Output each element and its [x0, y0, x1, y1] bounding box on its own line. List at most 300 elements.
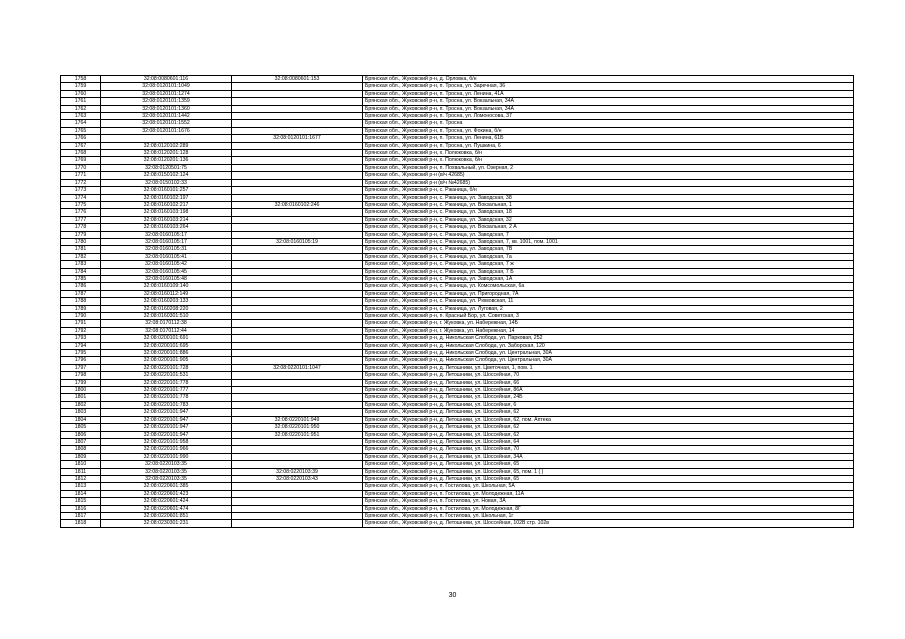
sub-cadastral-number-cell: 32:08:0220103:39: [232, 468, 363, 475]
address-cell: Брянская обл., Жуковский р-н, х. Полюковка, б/н: [363, 150, 854, 157]
row-number-cell: 1811: [61, 468, 101, 475]
row-number-cell: 1796: [61, 357, 101, 364]
sub-cadastral-number-cell: [232, 157, 363, 164]
row-number-cell: 1807: [61, 438, 101, 445]
address-cell: Брянская обл., Жуковский р-н, п. Похвальный, ул. Озерная, 2: [363, 164, 854, 171]
cadastral-number-cell: 32:08:0120101:1359: [101, 98, 232, 105]
table-row: [61, 135, 854, 142]
table-row: [61, 172, 854, 179]
row-number-cell: 1760: [61, 90, 101, 97]
sub-cadastral-number-cell: [232, 313, 363, 320]
row-number-cell: 1780: [61, 238, 101, 245]
row-number-cell: 1775: [61, 201, 101, 208]
cadastral-number-cell: 32:08:0120102:289: [101, 142, 232, 149]
cadastral-number-cell: 32:08:0170112:38: [101, 320, 232, 327]
address-cell: Брянская обл., Жуковский р-н, п. Гостилова, ул. Новая, 3А: [363, 498, 854, 505]
cadastral-number-cell: 32:08:0160105:45: [101, 268, 232, 275]
table-row: [61, 164, 854, 171]
table-row: [61, 320, 854, 327]
table-row: [61, 394, 854, 401]
cadastral-number-cell: 32:08:0220601:424: [101, 498, 232, 505]
address-cell: Брянская обл., Жуковский р-н, с. Ржаница, ул. Пригородная, 7А: [363, 290, 854, 297]
cadastral-number-cell: 32:08:0220101:783: [101, 401, 232, 408]
table-row: [61, 298, 854, 305]
sub-cadastral-number-cell: [232, 505, 363, 512]
cadastral-number-cell: 32:08:0200101:691: [101, 335, 232, 342]
registry-table: [60, 75, 854, 528]
address-cell: Брянская обл., Жуковский р-н, с. Ржаница, ул. Заводская, 7: [363, 231, 854, 238]
row-number-cell: 1770: [61, 164, 101, 171]
row-number-cell: 1791: [61, 320, 101, 327]
address-cell: Брянская обл., Жуковский р-н, п. Тросна, ул. Ленина, 61Б: [363, 135, 854, 142]
cadastral-number-cell: 32:08:0160105:48: [101, 275, 232, 282]
row-number-cell: 1765: [61, 127, 101, 134]
address-cell: Брянская обл., Жуковский р-н, с. Ржаница, ул. Заводская, 38: [363, 194, 854, 201]
table-row: [61, 327, 854, 334]
table-row: [61, 313, 854, 320]
cadastral-number-cell: 32:08:0160112:149: [101, 290, 232, 297]
row-number-cell: 1813: [61, 483, 101, 490]
row-number-cell: 1779: [61, 231, 101, 238]
sub-cadastral-number-cell: 32:08:0220101:950: [232, 424, 363, 431]
address-cell: Брянская обл., Жуковский р-н, д. Летошники, ул. Шоссейная, 24Б: [363, 394, 854, 401]
sub-cadastral-number-cell: [232, 394, 363, 401]
sub-cadastral-number-cell: 32:08:0220101:949: [232, 416, 363, 423]
sub-cadastral-number-cell: [232, 231, 363, 238]
address-cell: Брянская обл., Жуковский р-н, г. Жуковка, ул. Набережная, 14Б: [363, 320, 854, 327]
sub-cadastral-number-cell: [232, 209, 363, 216]
sub-cadastral-number-cell: [232, 179, 363, 186]
address-cell: Брянская обл., Жуковский р-н, д. Летошники, ул. Шоссейная, 65: [363, 461, 854, 468]
table-row: [61, 201, 854, 208]
cadastral-number-cell: 32:08:0120101:1360: [101, 105, 232, 112]
table-row: [61, 98, 854, 105]
registry-table-container: [60, 75, 845, 528]
row-number-cell: 1817: [61, 512, 101, 519]
row-number-cell: 1771: [61, 172, 101, 179]
table-row: [61, 90, 854, 97]
sub-cadastral-number-cell: 32:08:0220101:1047: [232, 364, 363, 371]
cadastral-number-cell: 32:08:0150102:33: [101, 179, 232, 186]
table-row: [61, 157, 854, 164]
sub-cadastral-number-cell: [232, 275, 363, 282]
sub-cadastral-number-cell: [232, 453, 363, 460]
sub-cadastral-number-cell: [232, 164, 363, 171]
cadastral-number-cell: 32:08:0220601:851: [101, 512, 232, 519]
address-cell: Брянская обл., Жуковский р-н, п. Тросна: [363, 120, 854, 127]
sub-cadastral-number-cell: [232, 290, 363, 297]
table-row: [61, 512, 854, 519]
row-number-cell: 1800: [61, 387, 101, 394]
cadastral-number-cell: 32:08:0200101:886: [101, 350, 232, 357]
sub-cadastral-number-cell: 32:08:0080601:153: [232, 76, 363, 83]
table-row: [61, 431, 854, 438]
table-row: [61, 238, 854, 245]
address-cell: Брянская обл., Жуковский р-н, с. Ржаница, ул. Вокзальная, 2 А: [363, 224, 854, 231]
address-cell: Брянская обл., Жуковский р-н, д. Летошники, ул. Шоссейная, 86А: [363, 387, 854, 394]
row-number-cell: 1758: [61, 76, 101, 83]
row-number-cell: 1806: [61, 431, 101, 438]
row-number-cell: 1788: [61, 298, 101, 305]
address-cell: Брянская обл., Жуковский р-н, п. Тросна, ул. Вокзальная, 34А: [363, 98, 854, 105]
row-number-cell: 1803: [61, 409, 101, 416]
sub-cadastral-number-cell: [232, 105, 363, 112]
address-cell: Брянская обл., Жуковский р-н, п. Гостилова, ул. Школьная, 1г: [363, 512, 854, 519]
cadastral-number-cell: 32:08:0150102:124: [101, 172, 232, 179]
cadastral-number-cell: 32:08:0220101:990: [101, 453, 232, 460]
address-cell: Брянская обл., Жуковский р-н, г. Жуковка, ул. Набережная, 14: [363, 327, 854, 334]
address-cell: Брянская обл., Жуковский р-н, с. Ржаница, ул. Заводская, 7, кв. 1001, пом. 1001: [363, 238, 854, 245]
sub-cadastral-number-cell: [232, 372, 363, 379]
table-row: [61, 105, 854, 112]
row-number-cell: 1777: [61, 216, 101, 223]
sub-cadastral-number-cell: [232, 216, 363, 223]
sub-cadastral-number-cell: [232, 90, 363, 97]
sub-cadastral-number-cell: [232, 253, 363, 260]
row-number-cell: 1793: [61, 335, 101, 342]
table-row: [61, 142, 854, 149]
cadastral-number-cell: 32:08:0160105:17: [101, 231, 232, 238]
table-row: [61, 364, 854, 371]
row-number-cell: 1763: [61, 113, 101, 120]
row-number-cell: 1815: [61, 498, 101, 505]
address-cell: Брянская обл., Жуковский р-н, с. Ржаница, ул. Заводская, 7 ж: [363, 261, 854, 268]
row-number-cell: 1802: [61, 401, 101, 408]
table-row: [61, 83, 854, 90]
row-number-cell: 1776: [61, 209, 101, 216]
table-row: [61, 520, 854, 527]
address-cell: Брянская обл., Жуковский р-н, д. Летошники, ул. Шоссейная, 6: [363, 401, 854, 408]
sub-cadastral-number-cell: [232, 342, 363, 349]
cadastral-number-cell: 32:08:0160103:214: [101, 216, 232, 223]
row-number-cell: 1759: [61, 83, 101, 90]
table-row: [61, 187, 854, 194]
row-number-cell: 1785: [61, 275, 101, 282]
sub-cadastral-number-cell: [232, 194, 363, 201]
row-number-cell: 1804: [61, 416, 101, 423]
row-number-cell: 1786: [61, 283, 101, 290]
table-row: [61, 253, 854, 260]
address-cell: Брянская обл., Жуковский р-н, д. Летошники, ул. Шоссейная, 70: [363, 372, 854, 379]
address-cell: Брянская обл., Жуковский р-н, д. Летошники, ул. Шоссейная, 34А: [363, 453, 854, 460]
sub-cadastral-number-cell: [232, 327, 363, 334]
row-number-cell: 1767: [61, 142, 101, 149]
address-cell: Брянская обл., Жуковский р-н, п. Тросна, ул. Пушкина, 6: [363, 142, 854, 149]
address-cell: Брянская обл., Жуковский р-н, с. Ржаница, ул. Заводская, 1А: [363, 275, 854, 282]
cadastral-number-cell: 32:08:0220601:474: [101, 505, 232, 512]
cadastral-number-cell: 32:08:0170112:44: [101, 327, 232, 334]
row-number-cell: 1794: [61, 342, 101, 349]
cadastral-number-cell: 32:08:0160105:31: [101, 246, 232, 253]
sub-cadastral-number-cell: [232, 512, 363, 519]
address-cell: Брянская обл., Жуковский р-н, д. Летошники, ул. Шоссейная, 64: [363, 438, 854, 445]
row-number-cell: 1784: [61, 268, 101, 275]
table-row: [61, 120, 854, 127]
address-cell: Брянская обл., Жуковский р-н, с. Ржаница, ул. Рюмовская, 11: [363, 298, 854, 305]
sub-cadastral-number-cell: [232, 446, 363, 453]
row-number-cell: 1818: [61, 520, 101, 527]
table-row: [61, 290, 854, 297]
cadastral-number-cell: 32:08:0120101:1442: [101, 113, 232, 120]
table-row: [61, 194, 854, 201]
row-number-cell: 1772: [61, 179, 101, 186]
table-row: [61, 490, 854, 497]
cadastral-number-cell: 32:08:0220103:35: [101, 468, 232, 475]
sub-cadastral-number-cell: [232, 401, 363, 408]
table-row: [61, 283, 854, 290]
cadastral-number-cell: 32:08:0220101:947: [101, 424, 232, 431]
table-row: [61, 409, 854, 416]
row-number-cell: 1814: [61, 490, 101, 497]
cadastral-number-cell: 32:08:0160103:198: [101, 209, 232, 216]
cadastral-number-cell: 32:08:0220601:385: [101, 483, 232, 490]
page-number: 30: [448, 592, 457, 599]
table-row: [61, 468, 854, 475]
row-number-cell: 1783: [61, 261, 101, 268]
table-row: [61, 372, 854, 379]
address-cell: Брянская обл., Жуковский р-н, д. Летошники, ул. Шоссейная, 62, пом. Аптека: [363, 416, 854, 423]
address-cell: Брянская обл., Жуковский р-н, с. Ржаница, ул. Заводская, 7В: [363, 246, 854, 253]
table-row: [61, 416, 854, 423]
cadastral-number-cell: 32:08:0160203:133: [101, 298, 232, 305]
sub-cadastral-number-cell: [232, 150, 363, 157]
address-cell: Брянская обл., Жуковский р-н, п. Красный Бор, ул. Советская, 3: [363, 313, 854, 320]
table-row: [61, 453, 854, 460]
cadastral-number-cell: 32:08:0220101:958: [101, 438, 232, 445]
row-number-cell: 1781: [61, 246, 101, 253]
address-cell: Брянская обл., Жуковский р-н, д. Летошники, ул. Шоссейная, 65: [363, 475, 854, 482]
sub-cadastral-number-cell: [232, 461, 363, 468]
table-row: [61, 387, 854, 394]
row-number-cell: 1789: [61, 305, 101, 312]
address-cell: Брянская обл., Жуковский р-н, с. Ржаница, ул. Комсомольская, 6а: [363, 283, 854, 290]
row-number-cell: 1812: [61, 475, 101, 482]
cadastral-number-cell: 32:08:0160208:220: [101, 305, 232, 312]
sub-cadastral-number-cell: [232, 305, 363, 312]
sub-cadastral-number-cell: 32:08:0160102:246: [232, 201, 363, 208]
address-cell: Брянская обл., Жуковский р-н, п. Гостилова, ул. Молодежная, 11А: [363, 490, 854, 497]
table-row: [61, 357, 854, 364]
sub-cadastral-number-cell: [232, 490, 363, 497]
address-cell: Брянская обл., Жуковский р-н, д. Летошники, ул. Шоссейная, 62: [363, 424, 854, 431]
address-cell: Брянская обл., Жуковский р-н, д. Летошники, ул. Шоссейная, 66: [363, 379, 854, 386]
sub-cadastral-number-cell: [232, 520, 363, 527]
table-row: [61, 268, 854, 275]
sub-cadastral-number-cell: [232, 438, 363, 445]
row-number-cell: 1773: [61, 187, 101, 194]
registry-table-body: [61, 76, 854, 528]
table-row: [61, 342, 854, 349]
sub-cadastral-number-cell: [232, 98, 363, 105]
table-row: [61, 350, 854, 357]
address-cell: Брянская обл., Жуковский р-н, д. Никольская Слобода, ул. Заборская, 120: [363, 342, 854, 349]
table-row: [61, 113, 854, 120]
sub-cadastral-number-cell: [232, 320, 363, 327]
sub-cadastral-number-cell: [232, 387, 363, 394]
table-row: [61, 379, 854, 386]
cadastral-number-cell: 32:08:0220101:778: [101, 379, 232, 386]
cadastral-number-cell: 32:08:0160105:42: [101, 261, 232, 268]
table-row: [61, 483, 854, 490]
row-number-cell: 1766: [61, 135, 101, 142]
sub-cadastral-number-cell: [232, 187, 363, 194]
address-cell: Брянская обл., Жуковский р-н, д. Летошники, ул. Шоссейная, 65, пом. 1 ( ): [363, 468, 854, 475]
cadastral-number-cell: 32:08:0230301:231: [101, 520, 232, 527]
address-cell: Брянская обл., Жуковский р-н, п. Тросна, ул. Ломоносова, 37: [363, 113, 854, 120]
sub-cadastral-number-cell: 32:08:0220101:951: [232, 431, 363, 438]
cadastral-number-cell: 32:08:0220101:966: [101, 446, 232, 453]
address-cell: Брянская обл., Жуковский р-н, д. Никольская Слобода, ул. Центральная, 30А: [363, 357, 854, 364]
sub-cadastral-number-cell: [232, 83, 363, 90]
cadastral-number-cell: 32:08:0220101:778: [101, 394, 232, 401]
row-number-cell: 1792: [61, 327, 101, 334]
address-cell: Брянская обл., Жуковский р-н, п. Гостилова, ул. Школьная, 5А: [363, 483, 854, 490]
cadastral-number-cell: 32:08:0120501:75: [101, 164, 232, 171]
cadastral-number-cell: 32:08:0080601:116: [101, 76, 232, 83]
address-cell: Брянская обл., Жуковский р-н, п. Тросна, ул. Ленина, 41А: [363, 90, 854, 97]
sub-cadastral-number-cell: 32:08:0120101:1677: [232, 135, 363, 142]
table-row: [61, 127, 854, 134]
cadastral-number-cell: 32:08:0120101:1274: [101, 90, 232, 97]
table-row: [61, 335, 854, 342]
address-cell: Брянская обл., Жуковский р-н, п. Тросна, ул. Фокина, б/н: [363, 127, 854, 134]
cadastral-number-cell: 32:08:0120101:1049: [101, 83, 232, 90]
table-row: [61, 424, 854, 431]
table-row: [61, 179, 854, 186]
address-cell: Брянская обл., Жуковский р-н, с. Ржаница, ул. Заводская, 18: [363, 209, 854, 216]
cadastral-number-cell: 32:08:0220101:728: [101, 364, 232, 371]
table-row: [61, 498, 854, 505]
cadastral-number-cell: 32:08:0120101:1552: [101, 120, 232, 127]
table-row: [61, 438, 854, 445]
table-row: [61, 231, 854, 238]
sub-cadastral-number-cell: [232, 142, 363, 149]
cadastral-number-cell: 32:08:0120201:128: [101, 150, 232, 157]
table-row: [61, 446, 854, 453]
sub-cadastral-number-cell: [232, 357, 363, 364]
cadastral-number-cell: 32:08:0220101:947: [101, 416, 232, 423]
row-number-cell: 1797: [61, 364, 101, 371]
address-cell: Брянская обл., Жуковский р-н, д. Летошники, ул. Цветочная, 1, пом. 1: [363, 364, 854, 371]
address-cell: Брянская обл., Жуковский р-н, с. Ржаница, ул. Луговая, 2: [363, 305, 854, 312]
table-row: [61, 224, 854, 231]
table-row: [61, 505, 854, 512]
address-cell: Брянская обл., Жуковский р-н, х. Полюковка, б/н: [363, 157, 854, 164]
address-cell: Брянская обл., Жуковский р-н, с. Ржаница, ул. Вокзальная, 1: [363, 201, 854, 208]
cadastral-number-cell: 32:08:0220103:35: [101, 475, 232, 482]
cadastral-number-cell: [101, 135, 232, 142]
address-cell: Брянская обл., Жуковский р-н, с. Ржаница, ул. Заводская, 7а: [363, 253, 854, 260]
row-number-cell: 1778: [61, 224, 101, 231]
address-cell: Брянская обл., Жуковский р-н, п. Тросна, ул. Вокзальная, 34А: [363, 105, 854, 112]
sub-cadastral-number-cell: [232, 283, 363, 290]
sub-cadastral-number-cell: 32:08:0220103:43: [232, 475, 363, 482]
sub-cadastral-number-cell: [232, 379, 363, 386]
sub-cadastral-number-cell: [232, 350, 363, 357]
sub-cadastral-number-cell: [232, 172, 363, 179]
sub-cadastral-number-cell: [232, 298, 363, 305]
cadastral-number-cell: 32:08:0200101:905: [101, 357, 232, 364]
address-cell: Брянская обл., Жуковский р-н, с. Ржаница, ул. Заводская, 32: [363, 216, 854, 223]
address-cell: Брянская обл., Жуковский р-н, д. Орловка, б/н: [363, 76, 854, 83]
cadastral-number-cell: 32:08:0220601:423: [101, 490, 232, 497]
address-cell: Брянская обл., Жуковский р-н, с. Ржаница, ул. Заводская, 7 Б: [363, 268, 854, 275]
cadastral-number-cell: 32:08:0220103:35: [101, 461, 232, 468]
row-number-cell: 1774: [61, 194, 101, 201]
row-number-cell: 1782: [61, 253, 101, 260]
sub-cadastral-number-cell: [232, 120, 363, 127]
sub-cadastral-number-cell: [232, 246, 363, 253]
row-number-cell: 1795: [61, 350, 101, 357]
row-number-cell: 1787: [61, 290, 101, 297]
row-number-cell: 1809: [61, 453, 101, 460]
cadastral-number-cell: 32:08:0200101:695: [101, 342, 232, 349]
sub-cadastral-number-cell: [232, 335, 363, 342]
table-row: [61, 275, 854, 282]
row-number-cell: 1764: [61, 120, 101, 127]
row-number-cell: 1790: [61, 313, 101, 320]
cadastral-number-cell: 32:08:0160102:217: [101, 201, 232, 208]
cadastral-number-cell: 32:08:0220101:531: [101, 372, 232, 379]
row-number-cell: 1761: [61, 98, 101, 105]
row-number-cell: 1768: [61, 150, 101, 157]
cadastral-number-cell: 32:08:0120101:1676: [101, 127, 232, 134]
sub-cadastral-number-cell: [232, 113, 363, 120]
cadastral-number-cell: 32:08:0120201:136: [101, 157, 232, 164]
cadastral-number-cell: 32:08:0160301:510: [101, 313, 232, 320]
row-number-cell: 1762: [61, 105, 101, 112]
sub-cadastral-number-cell: [232, 268, 363, 275]
table-row: [61, 261, 854, 268]
sub-cadastral-number-cell: [232, 224, 363, 231]
sub-cadastral-number-cell: [232, 498, 363, 505]
table-row: [61, 461, 854, 468]
cadastral-number-cell: 32:08:0160105:41: [101, 253, 232, 260]
table-row: [61, 209, 854, 216]
row-number-cell: 1801: [61, 394, 101, 401]
address-cell: Брянская обл., Жуковский р-н, п. Тросна, ул. Заречная, 36: [363, 83, 854, 90]
cadastral-number-cell: 32:08:0160102:197: [101, 194, 232, 201]
cadastral-number-cell: 32:08:0220101:777: [101, 387, 232, 394]
table-row: [61, 76, 854, 83]
row-number-cell: 1799: [61, 379, 101, 386]
address-cell: Брянская обл., Жуковский р-н, д. Летошники, ул. Шоссейная, 62: [363, 431, 854, 438]
table-row: [61, 216, 854, 223]
cadastral-number-cell: 32:08:0220101:947: [101, 409, 232, 416]
table-row: [61, 305, 854, 312]
sub-cadastral-number-cell: [232, 261, 363, 268]
address-cell: Брянская обл., Жуковский р-н, д. Никольская Слобода, ул. Центральная, 30А: [363, 350, 854, 357]
row-number-cell: 1769: [61, 157, 101, 164]
address-cell: Брянская обл., Жуковский р-н, п. Гостилова, ул. Молодежная, 8Г: [363, 505, 854, 512]
cadastral-number-cell: 32:08:0160101:257: [101, 187, 232, 194]
address-cell: Брянская обл., Жуковский р-н (в/ч №42685): [363, 179, 854, 186]
cadastral-number-cell: 32:08:0160103:264: [101, 224, 232, 231]
address-cell: Брянская обл., Жуковский р-н, д. Никольская Слобода, ул. Парковая, 252: [363, 335, 854, 342]
cadastral-number-cell: 32:08:0160105:17: [101, 238, 232, 245]
row-number-cell: 1805: [61, 424, 101, 431]
address-cell: Брянская обл., Жуковский р-н, с. Ржаница, б/н: [363, 187, 854, 194]
cadastral-number-cell: 32:08:0220101:947: [101, 431, 232, 438]
address-cell: Брянская обл., Жуковский р-н, д. Летошники, ул. Шоссейная, 102В стр. 102в: [363, 520, 854, 527]
table-row: [61, 246, 854, 253]
row-number-cell: 1816: [61, 505, 101, 512]
sub-cadastral-number-cell: [232, 127, 363, 134]
row-number-cell: 1808: [61, 446, 101, 453]
address-cell: Брянская обл., Жуковский р-н, д. Летошники, ул. Шоссейная, 62: [363, 409, 854, 416]
row-number-cell: 1810: [61, 461, 101, 468]
sub-cadastral-number-cell: [232, 483, 363, 490]
